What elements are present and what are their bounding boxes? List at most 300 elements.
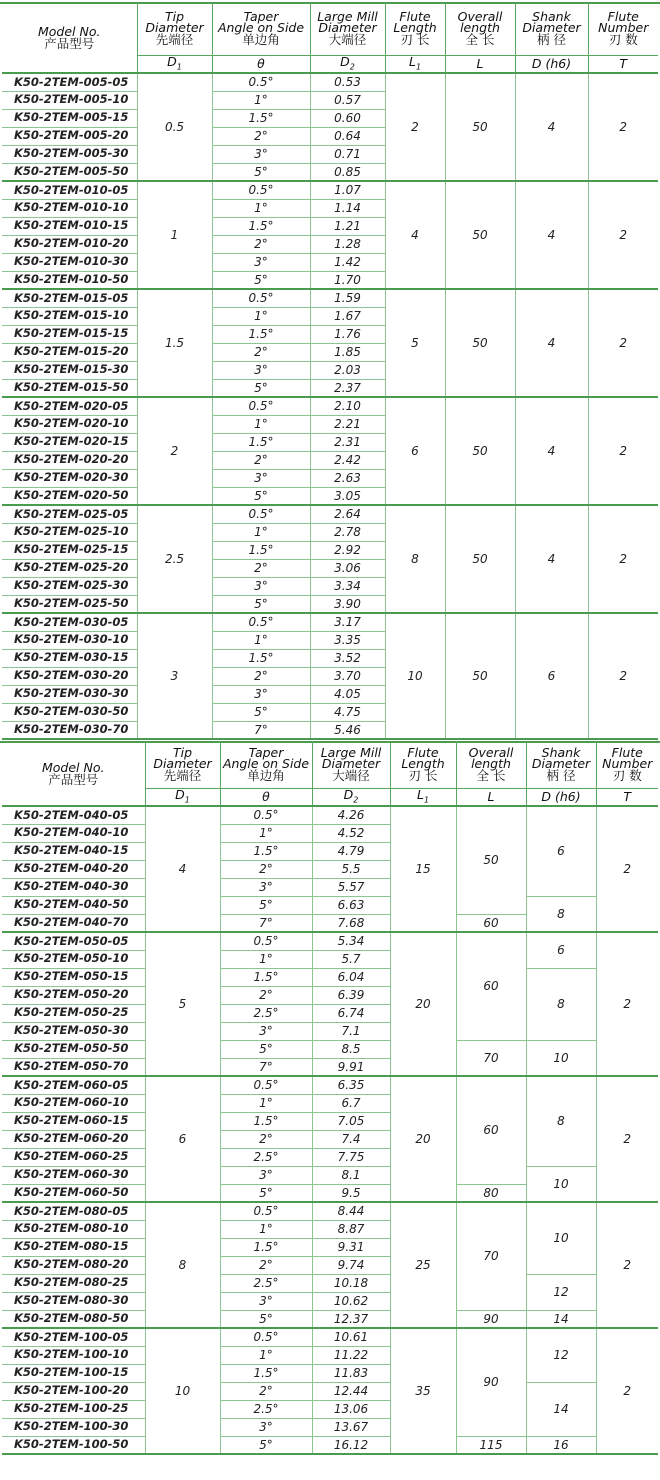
model-number: K50-2TEM-080-50 (2, 1310, 145, 1328)
table-row (2, 1328, 658, 1346)
taper-angle: 1.5° (212, 217, 310, 235)
shank-diameter: 6 (526, 806, 596, 896)
model-number: K50-2TEM-030-15 (2, 649, 137, 667)
model-number: K50-2TEM-030-30 (2, 685, 137, 703)
taper-angle: 2° (212, 235, 310, 253)
symbol-flute-length: $L_1$ (385, 55, 445, 73)
taper-angle: 7° (220, 1058, 312, 1076)
header-overall-length: Overall length 全 长 (456, 742, 526, 788)
model-number: K50-2TEM-080-30 (2, 1292, 145, 1310)
large-diameter: 8.1 (312, 1166, 390, 1184)
shank-diameter: 8 (526, 896, 596, 932)
model-number: K50-2TEM-040-20 (2, 860, 145, 878)
taper-angle: 1° (212, 199, 310, 217)
header-shank-diameter: Shank Diameter 柄 径 (515, 3, 588, 55)
model-number: K50-2TEM-060-15 (2, 1112, 145, 1130)
taper-angle: 1° (220, 950, 312, 968)
model-number: K50-2TEM-025-50 (2, 595, 137, 613)
large-diameter: 2.10 (310, 397, 385, 415)
large-diameter: 4.52 (312, 824, 390, 842)
model-number: K50-2TEM-005-20 (2, 127, 137, 145)
large-diameter: 13.67 (312, 1418, 390, 1436)
overall-length: 70 (456, 1040, 526, 1076)
large-diameter: 3.35 (310, 631, 385, 649)
taper-angle: 1.5° (220, 1112, 312, 1130)
spec-table-1 (2, 3, 658, 740)
model-number: K50-2TEM-025-20 (2, 559, 137, 577)
overall-length: 60 (456, 1076, 526, 1184)
flute-number: 2 (596, 1202, 658, 1328)
flute-number: 2 (588, 181, 658, 289)
symbol-shank: D (h6) (515, 55, 588, 73)
model-number: K50-2TEM-015-15 (2, 325, 137, 343)
model-number: K50-2TEM-100-30 (2, 1418, 145, 1436)
large-diameter: 3.90 (310, 595, 385, 613)
large-diameter: 10.18 (312, 1274, 390, 1292)
model-number: K50-2TEM-040-10 (2, 824, 145, 842)
large-diameter: 0.60 (310, 109, 385, 127)
model-number: K50-2TEM-060-50 (2, 1184, 145, 1202)
symbol-tip: $D_1$ (137, 55, 212, 73)
model-number: K50-2TEM-020-10 (2, 415, 137, 433)
model-number: K50-2TEM-050-25 (2, 1004, 145, 1022)
taper-angle: 1° (212, 631, 310, 649)
taper-angle: 2° (212, 127, 310, 145)
taper-angle: 2° (220, 860, 312, 878)
large-diameter: 16.12 (312, 1436, 390, 1454)
model-number: K50-2TEM-050-10 (2, 950, 145, 968)
large-diameter: 8.5 (312, 1040, 390, 1058)
taper-angle: 2° (212, 559, 310, 577)
header-model: Model No. 产品型号 (2, 742, 145, 806)
table-row (2, 896, 658, 914)
flute-length: 10 (385, 613, 445, 739)
model-number: K50-2TEM-025-30 (2, 577, 137, 595)
flute-number: 2 (588, 289, 658, 397)
large-diameter: 3.52 (310, 649, 385, 667)
large-diameter: 6.63 (312, 896, 390, 914)
header-flute-length: Flute Length 刃 长 (390, 742, 456, 788)
shank-diameter: 8 (526, 1076, 596, 1166)
overall-length: 60 (456, 932, 526, 1040)
model-number: K50-2TEM-100-15 (2, 1364, 145, 1382)
taper-angle: 1.5° (212, 325, 310, 343)
shank-diameter: 10 (526, 1040, 596, 1076)
taper-angle: 1.5° (220, 1238, 312, 1256)
overall-length: 50 (445, 73, 515, 181)
flute-number: 2 (596, 932, 658, 1076)
large-diameter: 1.76 (310, 325, 385, 343)
model-number: K50-2TEM-050-05 (2, 932, 145, 950)
model-number: K50-2TEM-015-50 (2, 379, 137, 397)
large-diameter: 5.7 (312, 950, 390, 968)
header-taper-angle: Taper Angle on Side 单边角 (212, 3, 310, 55)
large-diameter: 3.70 (310, 667, 385, 685)
large-diameter: 2.31 (310, 433, 385, 451)
taper-angle: 2.5° (220, 1004, 312, 1022)
large-diameter: 8.44 (312, 1202, 390, 1220)
large-diameter: 1.42 (310, 253, 385, 271)
taper-angle: 0.5° (212, 181, 310, 199)
model-number: K50-2TEM-030-20 (2, 667, 137, 685)
model-number: K50-2TEM-050-50 (2, 1040, 145, 1058)
header-model: Model No. 产品型号 (2, 3, 137, 73)
model-number: K50-2TEM-020-50 (2, 487, 137, 505)
large-diameter: 4.26 (312, 806, 390, 824)
symbol-flute-number: T (596, 788, 658, 806)
large-diameter: 11.83 (312, 1364, 390, 1382)
table-row (2, 806, 658, 824)
shank-diameter: 16 (526, 1436, 596, 1454)
taper-angle: 0.5° (220, 1202, 312, 1220)
model-number: K50-2TEM-020-05 (2, 397, 137, 415)
taper-angle: 5° (220, 1436, 312, 1454)
tip-diameter: 2.5 (137, 505, 212, 613)
model-number: K50-2TEM-010-10 (2, 199, 137, 217)
shank-diameter: 4 (515, 181, 588, 289)
model-number: K50-2TEM-080-05 (2, 1202, 145, 1220)
model-number: K50-2TEM-060-20 (2, 1130, 145, 1148)
taper-angle: 2.5° (220, 1274, 312, 1292)
table-row (2, 1436, 658, 1454)
symbol-overall: L (445, 55, 515, 73)
taper-angle: 5° (220, 896, 312, 914)
table-row (2, 1040, 658, 1058)
large-diameter: 5.34 (312, 932, 390, 950)
large-diameter: 6.35 (312, 1076, 390, 1094)
large-diameter: 7.05 (312, 1112, 390, 1130)
model-number: K50-2TEM-015-20 (2, 343, 137, 361)
header-shank-diameter: Shank Diameter 柄 径 (526, 742, 596, 788)
model-number: K50-2TEM-010-20 (2, 235, 137, 253)
model-number: K50-2TEM-015-30 (2, 361, 137, 379)
model-number: K50-2TEM-080-20 (2, 1256, 145, 1274)
table1-body (2, 73, 658, 739)
model-number: K50-2TEM-010-50 (2, 271, 137, 289)
model-number: K50-2TEM-100-10 (2, 1346, 145, 1364)
taper-angle: 2° (212, 343, 310, 361)
model-number: K50-2TEM-050-20 (2, 986, 145, 1004)
shank-diameter: 10 (526, 1202, 596, 1274)
large-diameter: 5.57 (312, 878, 390, 896)
taper-angle: 0.5° (212, 289, 310, 307)
spec-table-2 (2, 742, 658, 1455)
taper-angle: 1.5° (220, 842, 312, 860)
taper-angle: 3° (212, 577, 310, 595)
table-row (2, 1076, 658, 1094)
header-taper-angle: Taper Angle on Side 单边角 (220, 742, 312, 788)
model-number: K50-2TEM-030-10 (2, 631, 137, 649)
large-diameter: 2.37 (310, 379, 385, 397)
model-number: K50-2TEM-010-30 (2, 253, 137, 271)
header-flute-number: Flute Number 刃 数 (602, 745, 653, 784)
table-row (2, 1310, 658, 1328)
large-diameter: 9.91 (312, 1058, 390, 1076)
model-number: K50-2TEM-060-05 (2, 1076, 145, 1094)
taper-angle: 1.5° (212, 433, 310, 451)
large-diameter: 12.37 (312, 1310, 390, 1328)
large-diameter: 1.14 (310, 199, 385, 217)
taper-angle: 0.5° (212, 505, 310, 523)
model-number: K50-2TEM-050-70 (2, 1058, 145, 1076)
large-diameter: 0.85 (310, 163, 385, 181)
tip-diameter: 0.5 (137, 73, 212, 181)
model-number: K50-2TEM-025-05 (2, 505, 137, 523)
table-row (2, 1202, 658, 1220)
taper-angle: 5° (212, 487, 310, 505)
taper-angle: 1.5° (212, 541, 310, 559)
flute-number: 2 (596, 1076, 658, 1202)
header-overall-length: Overall length 全 长 (445, 3, 515, 55)
tip-diameter: 10 (145, 1328, 220, 1454)
overall-length: 115 (456, 1436, 526, 1454)
large-diameter: 4.79 (312, 842, 390, 860)
overall-length: 50 (445, 289, 515, 397)
large-diameter: 8.87 (312, 1220, 390, 1238)
taper-angle: 1.5° (220, 968, 312, 986)
large-diameter: 7.75 (312, 1148, 390, 1166)
flute-length: 20 (390, 932, 456, 1076)
large-diameter: 7.1 (312, 1022, 390, 1040)
large-diameter: 4.75 (310, 703, 385, 721)
flute-number: 2 (588, 505, 658, 613)
taper-angle: 3° (220, 878, 312, 896)
overall-length: 50 (456, 806, 526, 914)
flute-length: 6 (385, 397, 445, 505)
large-diameter: 1.67 (310, 307, 385, 325)
taper-angle: 2° (212, 451, 310, 469)
model-number: K50-2TEM-100-50 (2, 1436, 145, 1454)
overall-length: 70 (456, 1202, 526, 1310)
taper-angle: 3° (212, 253, 310, 271)
taper-angle: 5° (212, 379, 310, 397)
model-number: K50-2TEM-010-05 (2, 181, 137, 199)
overall-length: 50 (445, 613, 515, 739)
flute-length: 35 (390, 1328, 456, 1454)
large-diameter: 9.31 (312, 1238, 390, 1256)
large-diameter: 0.71 (310, 145, 385, 163)
symbol-flute-number: T (588, 55, 658, 73)
large-diameter: 2.63 (310, 469, 385, 487)
taper-angle: 0.5° (220, 1328, 312, 1346)
shank-diameter: 12 (526, 1274, 596, 1310)
overall-length: 90 (456, 1310, 526, 1328)
overall-length: 60 (456, 914, 526, 932)
flute-number: 2 (596, 1328, 658, 1454)
table-row (2, 505, 658, 523)
taper-angle: 7° (212, 721, 310, 739)
taper-angle: 2.5° (220, 1400, 312, 1418)
taper-angle: 2° (220, 986, 312, 1004)
large-diameter: 6.7 (312, 1094, 390, 1112)
flute-number: 2 (596, 806, 658, 932)
shank-diameter: 8 (526, 968, 596, 1040)
taper-angle: 5° (220, 1040, 312, 1058)
tip-diameter: 8 (145, 1202, 220, 1328)
table-row (2, 397, 658, 415)
taper-angle: 0.5° (212, 397, 310, 415)
model-number: K50-2TEM-040-70 (2, 914, 145, 932)
taper-angle: 3° (212, 361, 310, 379)
model-number: K50-2TEM-010-15 (2, 217, 137, 235)
taper-angle: 3° (212, 145, 310, 163)
large-diameter: 2.78 (310, 523, 385, 541)
large-diameter: 9.74 (312, 1256, 390, 1274)
model-number: K50-2TEM-030-50 (2, 703, 137, 721)
large-diameter: 2.03 (310, 361, 385, 379)
model-number: K50-2TEM-005-05 (2, 73, 137, 91)
large-diameter: 3.34 (310, 577, 385, 595)
taper-angle: 1° (212, 307, 310, 325)
header-large-diameter: Large Mill Diameter 大端径 (310, 3, 385, 55)
model-number: K50-2TEM-100-20 (2, 1382, 145, 1400)
taper-angle: 1° (212, 415, 310, 433)
overall-length: 50 (445, 397, 515, 505)
model-number: K50-2TEM-005-10 (2, 91, 137, 109)
header-flute-length: Flute Length 刃 长 (385, 3, 445, 55)
flute-length: 20 (390, 1076, 456, 1202)
taper-angle: 3° (220, 1292, 312, 1310)
shank-diameter: 10 (526, 1166, 596, 1202)
large-diameter: 5.5 (312, 860, 390, 878)
taper-angle: 2° (220, 1256, 312, 1274)
symbol-taper: θ (220, 788, 312, 806)
symbol-overall: L (456, 788, 526, 806)
taper-angle: 2° (212, 667, 310, 685)
large-diameter: 1.85 (310, 343, 385, 361)
large-diameter: 11.22 (312, 1346, 390, 1364)
model-number: K50-2TEM-030-70 (2, 721, 137, 739)
model-number: K50-2TEM-050-15 (2, 968, 145, 986)
taper-angle: 5° (212, 703, 310, 721)
large-diameter: 10.61 (312, 1328, 390, 1346)
large-diameter: 12.44 (312, 1382, 390, 1400)
taper-angle: 5° (220, 1184, 312, 1202)
model-number: K50-2TEM-050-30 (2, 1022, 145, 1040)
large-diameter: 4.05 (310, 685, 385, 703)
flute-number: 2 (588, 73, 658, 181)
overall-length: 50 (445, 181, 515, 289)
large-diameter: 0.53 (310, 73, 385, 91)
shank-diameter: 14 (526, 1310, 596, 1328)
shank-diameter: 6 (515, 613, 588, 739)
taper-angle: 7° (220, 914, 312, 932)
model-number: K50-2TEM-040-05 (2, 806, 145, 824)
table-row (2, 968, 658, 986)
flute-length: 8 (385, 505, 445, 613)
large-diameter: 7.4 (312, 1130, 390, 1148)
model-number: K50-2TEM-005-50 (2, 163, 137, 181)
table-row (2, 932, 658, 950)
shank-diameter: 4 (515, 289, 588, 397)
taper-angle: 3° (220, 1418, 312, 1436)
model-number: K50-2TEM-100-25 (2, 1400, 145, 1418)
flute-number: 2 (588, 397, 658, 505)
table-row (2, 181, 658, 199)
model-number: K50-2TEM-080-25 (2, 1274, 145, 1292)
table-row (2, 1274, 658, 1292)
taper-angle: 3° (212, 469, 310, 487)
model-number: K50-2TEM-020-15 (2, 433, 137, 451)
symbol-tip: $D_1$ (145, 788, 220, 806)
table-row (2, 289, 658, 307)
large-diameter: 3.06 (310, 559, 385, 577)
tip-diameter: 5 (145, 932, 220, 1076)
taper-angle: 5° (212, 595, 310, 613)
shank-diameter: 4 (515, 397, 588, 505)
tip-diameter: 6 (145, 1076, 220, 1202)
flute-length: 5 (385, 289, 445, 397)
model-number: K50-2TEM-060-30 (2, 1166, 145, 1184)
shank-diameter: 4 (515, 73, 588, 181)
model-number: K50-2TEM-060-25 (2, 1148, 145, 1166)
large-diameter: 1.07 (310, 181, 385, 199)
shank-diameter: 6 (526, 932, 596, 968)
header-flute-number: Flute Number 刃 数 (598, 9, 649, 48)
large-diameter: 0.57 (310, 91, 385, 109)
model-number: K50-2TEM-040-30 (2, 878, 145, 896)
taper-angle: 1° (220, 1094, 312, 1112)
large-diameter: 0.64 (310, 127, 385, 145)
large-diameter: 5.46 (310, 721, 385, 739)
taper-angle: 3° (220, 1166, 312, 1184)
taper-angle: 1° (220, 1346, 312, 1364)
taper-angle: 1.5° (212, 649, 310, 667)
large-diameter: 7.68 (312, 914, 390, 932)
taper-angle: 0.5° (220, 932, 312, 950)
flute-length: 2 (385, 73, 445, 181)
taper-angle: 0.5° (220, 806, 312, 824)
table-row (2, 1382, 658, 1400)
model-number: K50-2TEM-005-30 (2, 145, 137, 163)
shank-diameter: 12 (526, 1328, 596, 1382)
model-number: K50-2TEM-020-30 (2, 469, 137, 487)
model-number: K50-2TEM-030-05 (2, 613, 137, 631)
large-diameter: 2.21 (310, 415, 385, 433)
table-row (2, 1166, 658, 1184)
large-diameter: 1.70 (310, 271, 385, 289)
tip-diameter: 2 (137, 397, 212, 505)
flute-length: 4 (385, 181, 445, 289)
large-diameter: 3.05 (310, 487, 385, 505)
taper-angle: 1° (212, 91, 310, 109)
tip-diameter: 3 (137, 613, 212, 739)
taper-angle: 1.5° (220, 1364, 312, 1382)
taper-angle: 5° (212, 163, 310, 181)
overall-length: 80 (456, 1184, 526, 1202)
large-diameter: 13.06 (312, 1400, 390, 1418)
symbol-flute-length: $L_1$ (390, 788, 456, 806)
taper-angle: 3° (212, 685, 310, 703)
model-number: K50-2TEM-015-05 (2, 289, 137, 307)
overall-length: 90 (456, 1328, 526, 1436)
taper-angle: 1° (220, 1220, 312, 1238)
taper-angle: 0.5° (220, 1076, 312, 1094)
large-diameter: 9.5 (312, 1184, 390, 1202)
model-number: K50-2TEM-060-10 (2, 1094, 145, 1112)
model-number: K50-2TEM-040-50 (2, 896, 145, 914)
taper-angle: 5° (212, 271, 310, 289)
tip-diameter: 4 (145, 806, 220, 932)
large-diameter: 2.92 (310, 541, 385, 559)
header-large-diameter: Large Mill Diameter 大端径 (312, 742, 390, 788)
model-number: K50-2TEM-025-15 (2, 541, 137, 559)
taper-angle: 1° (220, 824, 312, 842)
header-row (2, 742, 658, 788)
flute-length: 15 (390, 806, 456, 932)
symbol-shank: D (h6) (526, 788, 596, 806)
table-row (2, 613, 658, 631)
